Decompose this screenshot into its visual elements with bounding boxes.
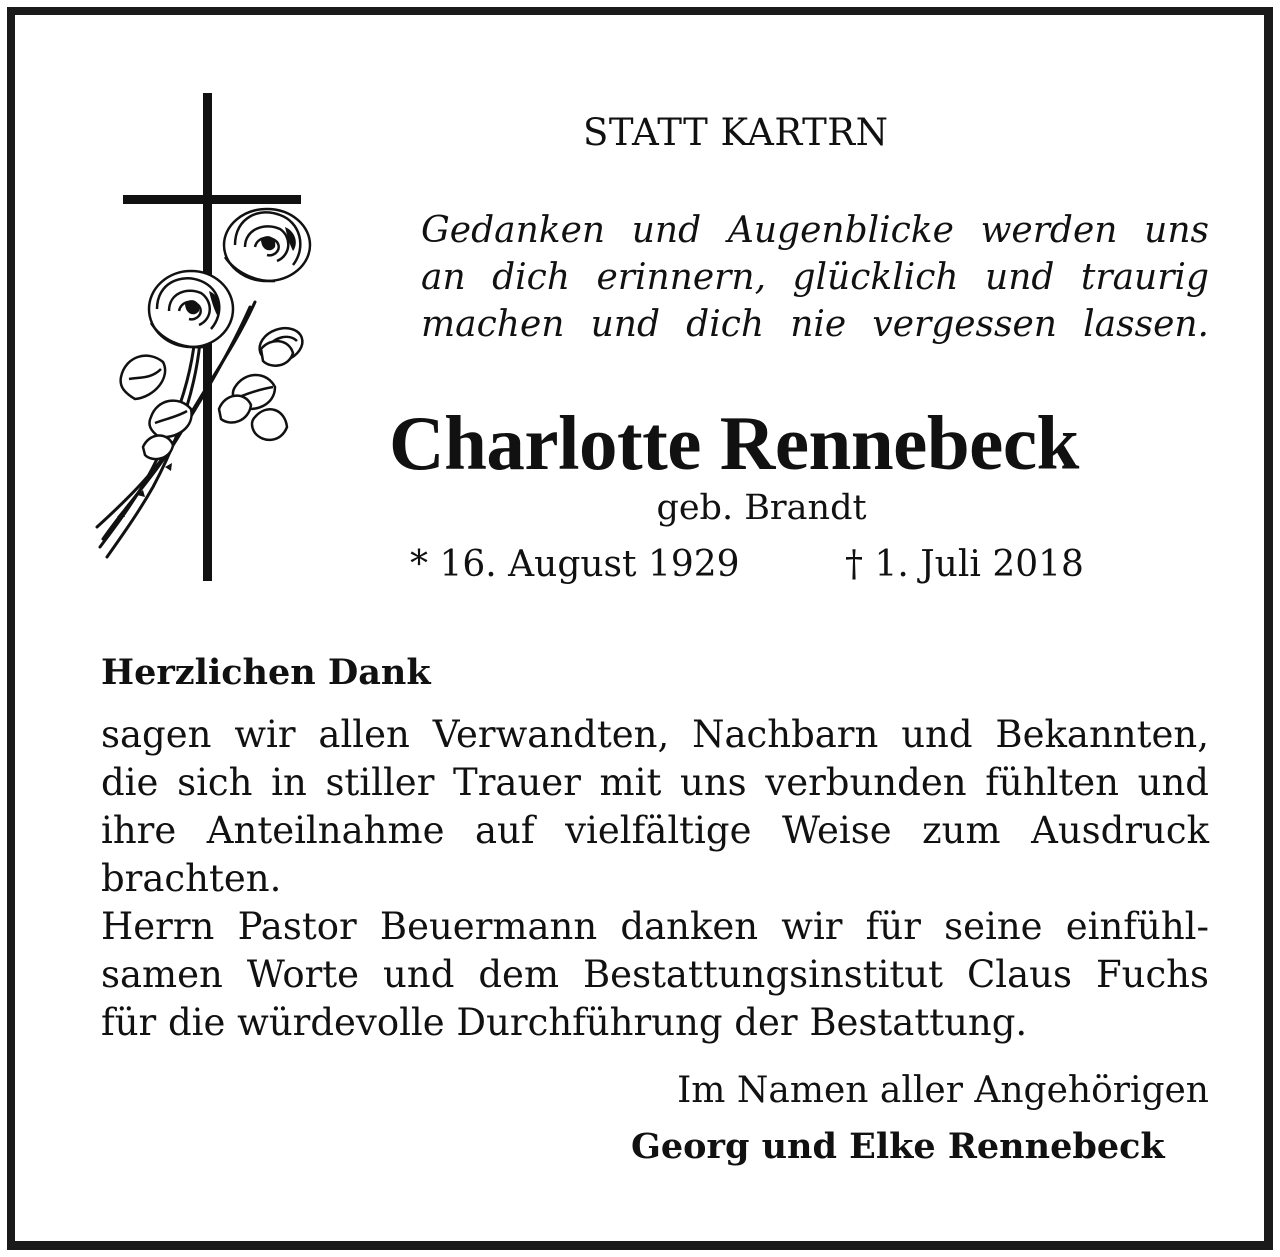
thanks-heading: Herzlichen Dank (101, 652, 431, 693)
poem-line: an dich erinnern, glücklich und traurig (421, 257, 1209, 298)
thanks-line: ihre Anteilnahme auf vielfältige Weise zum Ausdruck (101, 809, 1209, 852)
maiden-name: geb. Brandt (656, 488, 867, 528)
obituary-notice (7, 7, 1273, 1250)
thanks-line: samen Worte und dem Bestattungsinstitut Claus Fuchs (101, 953, 1209, 996)
thanks-line: für die würdevolle Durchführung der Bestattung. (101, 1001, 1028, 1044)
birth-date: * 16. August 1929 (410, 544, 740, 585)
memorial-poem (421, 207, 1209, 348)
intro-line: STATT KARTRN (583, 111, 889, 154)
thanks-paragraph (101, 711, 1209, 1047)
signoff-line: Im Namen aller Angehörigen (677, 1070, 1209, 1111)
thanks-line: die sich in stiller Trauer mit uns verbunden fühlten und (101, 761, 1209, 804)
poem-line: machen und dich nie vergessen lassen. (421, 304, 1209, 345)
thanks-line: brachten. (101, 857, 282, 900)
thanks-line: Herrn Pastor Beuermann danken wir für seine einfühl- (101, 905, 1209, 948)
cross-with-roses-icon (85, 87, 320, 587)
poem-line: Gedanken und Augenblicke werden uns (421, 210, 1209, 251)
thanks-line: sagen wir allen Verwandten, Nachbarn und Bekannten, (101, 713, 1209, 756)
deceased-name: Charlotte Rennebeck (389, 400, 1079, 486)
death-date: † 1. Juli 2018 (845, 544, 1084, 585)
signatories: Georg und Elke Rennebeck (631, 1126, 1165, 1167)
